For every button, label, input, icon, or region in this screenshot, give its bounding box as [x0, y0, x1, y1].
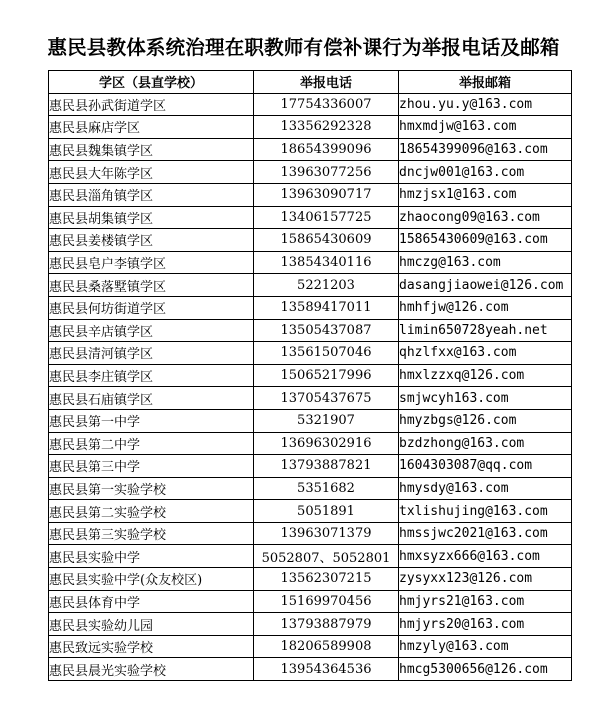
school-cell: 惠民县晨光实验学校 [49, 658, 254, 681]
school-cell: 惠民县魏集镇学区 [49, 138, 254, 161]
school-cell: 惠民县姜楼镇学区 [49, 229, 254, 252]
phone-cell: 13705437675 [254, 387, 399, 410]
phone-cell: 5052807、5052801 [254, 545, 399, 568]
school-cell: 惠民县第三实验学校 [49, 522, 254, 545]
phone-cell: 13963077256 [254, 161, 399, 184]
page-title: 惠民县教体系统治理在职教师有偿补课行为举报电话及邮箱 [47, 36, 560, 59]
email-cell: dncjw001@163.com [399, 161, 572, 184]
email-cell: 18654399096@163.com [399, 138, 572, 161]
email-cell: zhaocong09@163.com [399, 206, 572, 229]
email-cell: hmssjwc2021@163.com [399, 522, 572, 545]
table-row [49, 635, 572, 658]
school-cell: 惠民县胡集镇学区 [49, 206, 254, 229]
school-cell: 惠民县第一实验学校 [49, 477, 254, 500]
email-cell: hmxlzzxq@126.com [399, 364, 572, 387]
email-cell: hmyzbgs@126.com [399, 409, 572, 432]
school-cell: 惠民县第二中学 [49, 432, 254, 455]
table-row [49, 229, 572, 252]
school-cell: 惠民县第三中学 [49, 455, 254, 478]
table-row [49, 93, 572, 116]
email-cell: hmzyly@163.com [399, 635, 572, 658]
phone-cell: 13562307215 [254, 568, 399, 591]
school-cell: 惠民县淄角镇学区 [49, 183, 254, 206]
email-cell: qhzlfxx@163.com [399, 342, 572, 365]
email-cell: hmcg5300656@126.com [399, 658, 572, 681]
table-row [49, 477, 572, 500]
email-cell: hmxmdjw@163.com [399, 116, 572, 139]
email-cell: zysyxx123@126.com [399, 568, 572, 591]
phone-cell: 13793887979 [254, 613, 399, 636]
school-cell: 惠民县麻店学区 [49, 116, 254, 139]
phone-cell: 13505437087 [254, 319, 399, 342]
table-row [49, 274, 572, 297]
table-body [49, 93, 572, 680]
email-cell: 15865430609@163.com [399, 229, 572, 252]
school-cell: 惠民县石庙镇学区 [49, 387, 254, 410]
phone-cell: 13954364536 [254, 658, 399, 681]
header-row [49, 71, 572, 94]
school-cell: 惠民县实验中学(众友校区) [49, 568, 254, 591]
email-cell: hmxsyzx666@163.com [399, 545, 572, 568]
table-row [49, 364, 572, 387]
table-row [49, 545, 572, 568]
email-cell: hmjyrs21@163.com [399, 590, 572, 613]
school-cell: 惠民县何坊街道学区 [49, 296, 254, 319]
email-cell: smjwcyh163.com [399, 387, 572, 410]
phone-cell: 13963090717 [254, 183, 399, 206]
phone-cell: 18206589908 [254, 635, 399, 658]
email-cell: dasangjiaowei@126.com [399, 274, 572, 297]
phone-cell: 13406157725 [254, 206, 399, 229]
school-cell: 惠民县桑落墅镇学区 [49, 274, 254, 297]
phone-cell: 5351682 [254, 477, 399, 500]
school-cell: 惠民县李庄镇学区 [49, 364, 254, 387]
column-header-phone: 举报电话 [254, 71, 399, 94]
email-cell: zhou.yu.y@163.com [399, 93, 572, 116]
table-row [49, 613, 572, 636]
phone-cell: 13793887821 [254, 455, 399, 478]
table-row [49, 319, 572, 342]
school-cell: 惠民县皂户李镇学区 [49, 251, 254, 274]
school-cell: 惠民县清河镇学区 [49, 342, 254, 365]
column-header-email: 举报邮箱 [399, 71, 572, 94]
phone-cell: 17754336007 [254, 93, 399, 116]
phone-cell: 15065217996 [254, 364, 399, 387]
phone-cell: 18654399096 [254, 138, 399, 161]
phone-cell: 13963071379 [254, 522, 399, 545]
school-cell: 惠民县第一中学 [49, 409, 254, 432]
email-cell: hmhfjw@126.com [399, 296, 572, 319]
school-cell: 惠民县孙武街道学区 [49, 93, 254, 116]
phone-cell: 13696302916 [254, 432, 399, 455]
email-cell: limin650728yeah.net [399, 319, 572, 342]
table-row [49, 432, 572, 455]
table-row [49, 161, 572, 184]
school-cell: 惠民致远实验学校 [49, 635, 254, 658]
phone-cell: 5051891 [254, 500, 399, 523]
table-row [49, 387, 572, 410]
phone-cell: 13356292328 [254, 116, 399, 139]
email-cell: 1604303087@qq.com [399, 455, 572, 478]
email-cell: txlishujing@163.com [399, 500, 572, 523]
table-row [49, 522, 572, 545]
school-cell: 惠民县第二实验学校 [49, 500, 254, 523]
school-cell: 惠民县大年陈学区 [49, 161, 254, 184]
table-row [49, 206, 572, 229]
table-row [49, 568, 572, 591]
table-row [49, 658, 572, 681]
table-row [49, 500, 572, 523]
phone-cell: 5221203 [254, 274, 399, 297]
table-row [49, 251, 572, 274]
phone-cell: 13561507046 [254, 342, 399, 365]
table-row [49, 296, 572, 319]
phone-cell: 13854340116 [254, 251, 399, 274]
school-cell: 惠民县实验幼儿园 [49, 613, 254, 636]
email-cell: hmczg@163.com [399, 251, 572, 274]
school-cell: 惠民县辛店镇学区 [49, 319, 254, 342]
phone-cell: 5321907 [254, 409, 399, 432]
table-row [49, 409, 572, 432]
school-cell: 惠民县实验中学 [49, 545, 254, 568]
email-cell: bzdzhong@163.com [399, 432, 572, 455]
table-header [49, 71, 572, 94]
email-cell: hmzjsx1@163.com [399, 183, 572, 206]
table-row [49, 183, 572, 206]
school-cell: 惠民县体育中学 [49, 590, 254, 613]
table-row [49, 116, 572, 139]
column-header-school: 学区（县直学校） [49, 71, 254, 94]
phone-cell: 15169970456 [254, 590, 399, 613]
phone-cell: 15865430609 [254, 229, 399, 252]
table-row [49, 455, 572, 478]
table-row [49, 342, 572, 365]
email-cell: hmjyrs20@163.com [399, 613, 572, 636]
table-row [49, 138, 572, 161]
hotline-table [48, 70, 572, 681]
phone-cell: 13589417011 [254, 296, 399, 319]
table-row [49, 590, 572, 613]
email-cell: hmysdy@163.com [399, 477, 572, 500]
